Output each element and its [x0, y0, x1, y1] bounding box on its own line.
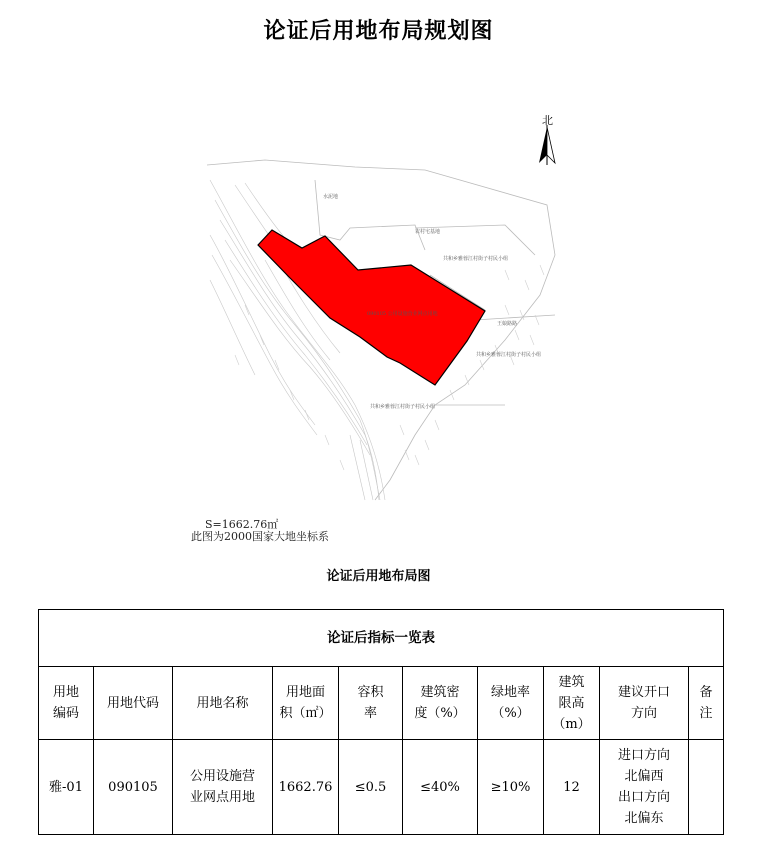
terrain-contours: [210, 180, 385, 500]
table-row: [39, 740, 724, 835]
header-area: 用地面 积（㎡）: [273, 667, 339, 740]
map-label-group-b: 共和乡雅蓉江村街子村民小组: [476, 352, 542, 358]
cell-name: 公用设施营 业网点用地: [173, 740, 273, 835]
cell-height: 12: [544, 740, 600, 835]
header-opening: 建议开口 方向: [600, 667, 689, 740]
header-far: 容积 率: [339, 667, 403, 740]
header-height: 建筑 限高 （m）: [544, 667, 600, 740]
header-land-code: 用地代码: [94, 667, 173, 740]
header-note: 备 注: [689, 667, 724, 740]
coord-note: 此图为2000国家大地坐标系: [191, 530, 329, 543]
area-note: S=1662.76㎡: [205, 518, 279, 531]
table-caption: 论证后指标一览表: [39, 610, 724, 667]
cell-note: [689, 740, 724, 835]
north-label: 北: [542, 114, 553, 127]
map-caption: 论证后用地布局图: [326, 569, 431, 584]
map-label-road: 王娘路路: [497, 321, 518, 327]
header-code: 用地 编码: [39, 667, 94, 740]
map-label-top-mid: 农村宅基地: [415, 229, 441, 235]
cell-far: ≤0.5: [339, 740, 403, 835]
index-table: [38, 609, 724, 835]
map-label-group-c: 共和乡雅蓉江村街子村民小组: [370, 404, 436, 410]
map-drawing: [175, 105, 595, 560]
map-label-top-left: 水泥地: [323, 194, 339, 200]
cell-opening: 进口方向 北偏西 出口方向 北偏东: [600, 740, 689, 835]
north-arrow-icon: [539, 125, 555, 165]
parcel-polygon: [258, 230, 485, 385]
table-header-row: [39, 667, 724, 740]
cell-code: 雅-01: [39, 740, 94, 835]
header-density: 建筑密 度（%）: [403, 667, 478, 740]
header-green: 绿地率 （%）: [478, 667, 544, 740]
map-label-group-a: 共和乡雅蓉江村街子村民小组: [443, 256, 509, 262]
header-name: 用地名称: [173, 667, 273, 740]
map-label-parcel: 090105 公用设施营业网点用地: [367, 311, 438, 317]
page-title: 论证后用地布局规划图: [263, 18, 494, 44]
cell-density: ≤40%: [403, 740, 478, 835]
land-use-map: [175, 105, 595, 560]
cell-green: ≥10%: [478, 740, 544, 835]
cell-area: 1662.76: [273, 740, 339, 835]
cell-land-code: 090105: [94, 740, 173, 835]
